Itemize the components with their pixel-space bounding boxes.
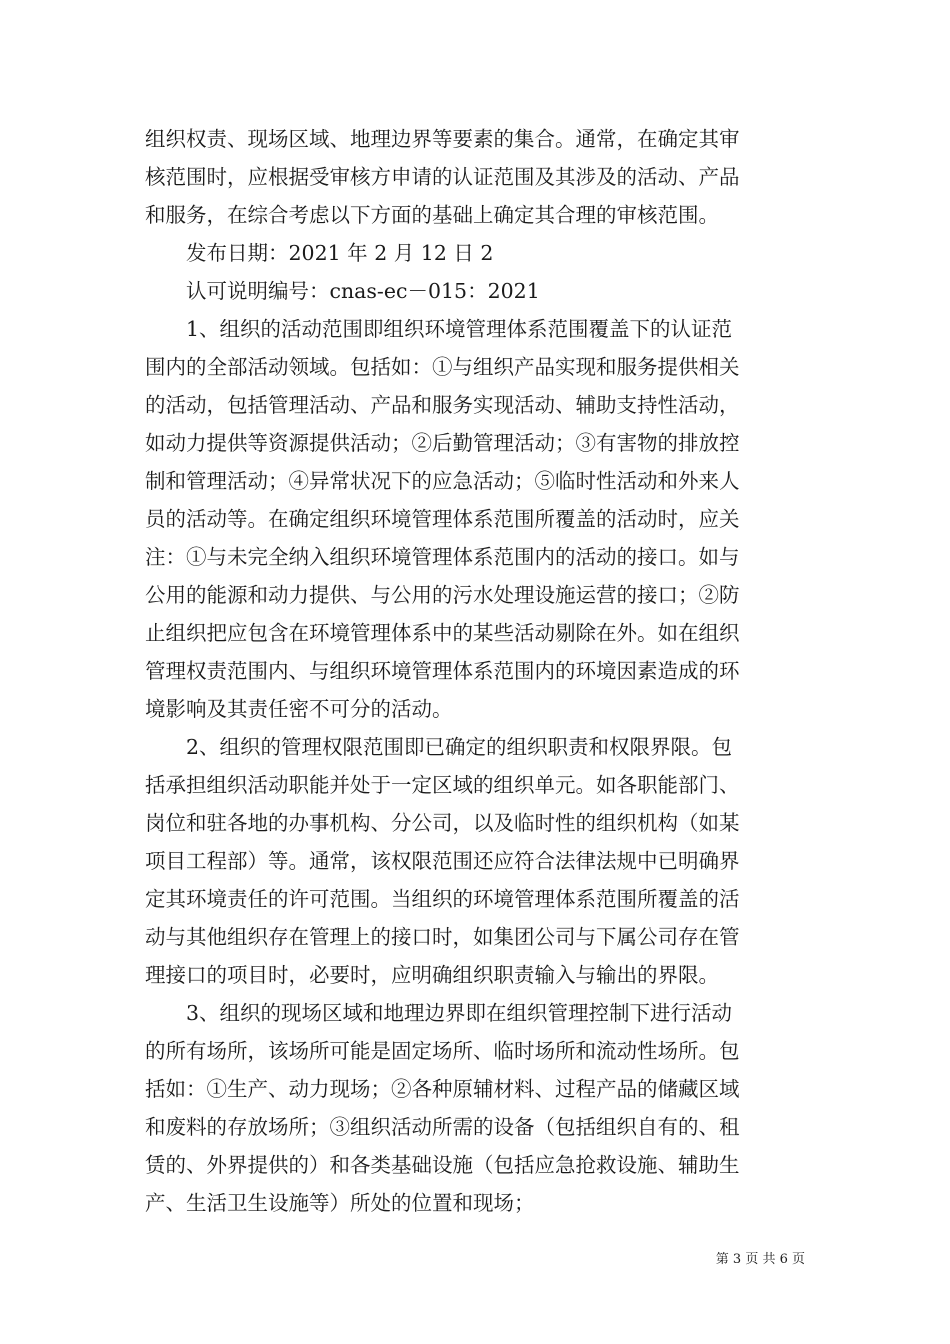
text-line: 的所有场所，该场所可能是固定场所、临时场所和流动性场所。包 bbox=[145, 1039, 740, 1063]
text-line: 公用的能源和动力提供、与公用的污水处理设施运营的接口；②防 bbox=[145, 583, 740, 607]
text-line: 和服务，在综合考虑以下方面的基础上确定其合理的审核范围。 bbox=[145, 203, 719, 227]
document-body bbox=[145, 120, 805, 1222]
text-line: 组织权责、现场区域、地理边界等要素的集合。通常，在确定其审 bbox=[145, 127, 740, 151]
text-line: 岗位和驻各地的办事机构、分公司，以及临时性的组织机构（如某 bbox=[145, 811, 740, 835]
text-line: 管理权责范围内、与组织环境管理体系范围内的环境因素造成的环 bbox=[145, 659, 740, 683]
text-line: 止组织把应包含在环境管理体系中的某些活动剔除在外。如在组织 bbox=[145, 621, 740, 645]
text-line: 员的活动等。在确定组织环境管理体系范围所覆盖的活动时，应关 bbox=[145, 507, 740, 531]
text-line: 制和管理活动；④异常状况下的应急活动；⑤临时性活动和外来人 bbox=[145, 469, 740, 493]
paragraph-3-start: 3、组织的现场区域和地理边界即在组织管理控制下进行活动 bbox=[186, 1001, 733, 1025]
text-line: 产、生活卫生设施等）所处的位置和现场； bbox=[145, 1191, 535, 1215]
text-line: 注：①与未完全纳入组织环境管理体系范围内的活动的接口。如与 bbox=[145, 545, 740, 569]
text-line: 定其环境责任的许可范围。当组织的环境管理体系范围所覆盖的活 bbox=[145, 887, 740, 911]
text-line: 括如：①生产、动力现场；②各种原辅材料、过程产品的储藏区域 bbox=[145, 1077, 740, 1101]
paragraph-1-start: 1、组织的活动范围即组织环境管理体系范围覆盖下的认证范 bbox=[186, 317, 733, 341]
text-line: 赁的、外界提供的）和各类基础设施（包括应急抢救设施、辅助生 bbox=[145, 1153, 740, 1177]
page-number-footer: 第 3 页 共 6 页 bbox=[715, 1252, 805, 1267]
paragraph-2-start: 2、组织的管理权限范围即已确定的组织职责和权限界限。包 bbox=[186, 735, 733, 759]
text-line: 的活动，包括管理活动、产品和服务实现活动、辅助支持性活动， bbox=[145, 393, 740, 417]
text-line: 理接口的项目时，必要时，应明确组织职责输入与输出的界限。 bbox=[145, 963, 719, 987]
text-line: 境影响及其责任密不可分的活动。 bbox=[145, 697, 453, 721]
text-line: 项目工程部）等。通常，该权限范围还应符合法律法规中已明确界 bbox=[145, 849, 740, 873]
text-line: 动与其他组织存在管理上的接口时，如集团公司与下属公司存在管 bbox=[145, 925, 740, 949]
text-line: 核范围时，应根据受审核方申请的认证范围及其涉及的活动、产品 bbox=[145, 165, 740, 189]
accreditation-number-line: 认可说明编号：cnas-ec－015：2021 bbox=[186, 279, 540, 303]
text-line: 括承担组织活动职能并处于一定区域的组织单元。如各职能部门、 bbox=[145, 773, 740, 797]
text-line: 围内的全部活动领域。包括如：①与组织产品实现和服务提供相关 bbox=[145, 355, 740, 379]
text-line: 和废料的存放场所；③组织活动所需的设备（包括组织自有的、租 bbox=[145, 1115, 740, 1139]
publish-date-line: 发布日期：2021 年 2 月 12 日 2 bbox=[186, 241, 494, 265]
text-line: 如动力提供等资源提供活动；②后勤管理活动；③有害物的排放控 bbox=[145, 431, 740, 455]
